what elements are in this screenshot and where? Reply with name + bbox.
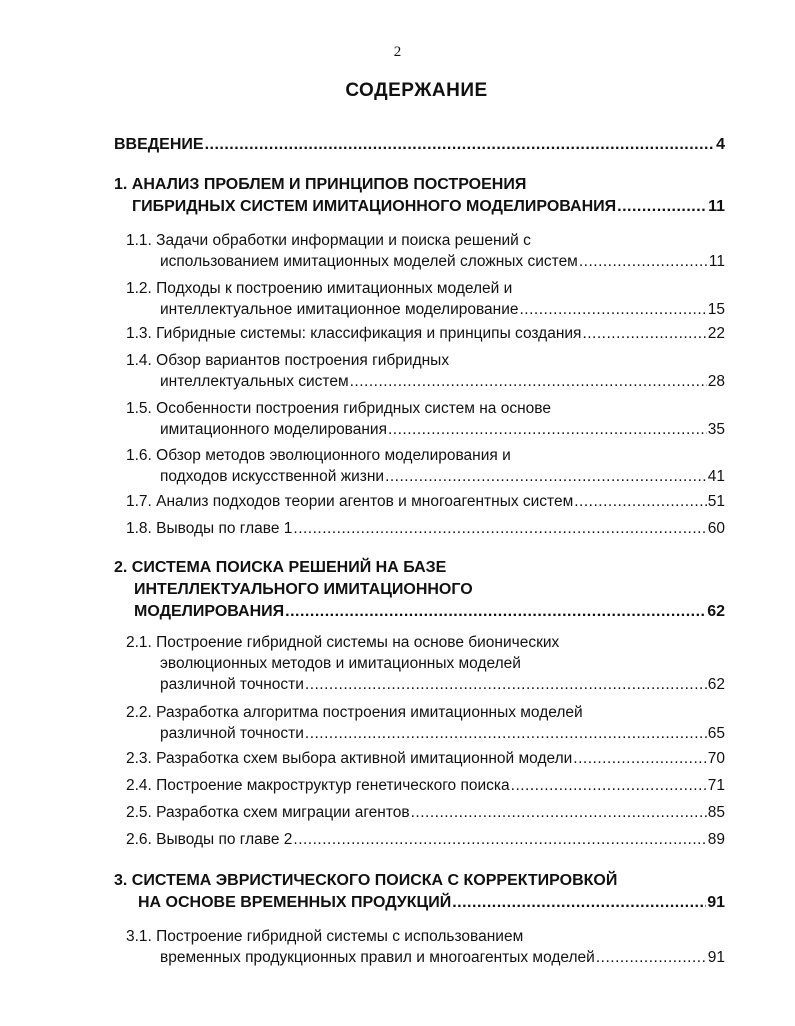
toc-text: 2.6. Выводы по главе 2 xyxy=(126,831,293,848)
toc-text: 2. СИСТЕМА ПОИСКА РЕШЕНИЙ НА БАЗЕ xyxy=(114,559,447,576)
toc-page: 91 xyxy=(707,949,725,966)
toc-text: временных продукционных правил и многоагентых моделей xyxy=(160,949,595,966)
toc-page: 4 xyxy=(716,136,725,153)
toc-text: 1.3. Гибридные системы: классификация и принципы создания xyxy=(126,325,582,342)
toc-text: различной точности xyxy=(160,725,304,742)
toc-section-2-3 xyxy=(126,748,725,769)
toc-text: использованием имитационных моделей сложных систем xyxy=(160,253,578,270)
toc-text: ВВЕДЕНИЕ xyxy=(114,136,204,153)
toc-text: 1.7. Анализ подходов теории агентов и многоагентных систем xyxy=(126,493,574,510)
toc-section-2-2 xyxy=(126,702,725,744)
toc-text: 1. АНАЛИЗ ПРОБЛЕМ И ПРИНЦИПОВ ПОСТРОЕНИЯ xyxy=(114,176,527,193)
toc-page: 85 xyxy=(707,804,725,821)
toc-text: имитационного моделирования xyxy=(160,421,387,438)
page-number: 2 xyxy=(393,44,402,60)
toc-page: 65 xyxy=(707,725,725,742)
toc-text: 1.1. Задачи обработки информации и поиска решений с xyxy=(126,232,531,249)
toc-chapter-2 xyxy=(114,557,725,623)
toc-section-1-6 xyxy=(126,445,725,487)
toc-text: 2.2. Разработка алгоритма построения имитационных моделей xyxy=(126,704,583,721)
toc-page: 22 xyxy=(707,325,725,342)
toc-section-1-5 xyxy=(126,398,725,440)
toc-page: 62 xyxy=(707,676,725,693)
toc-text: интеллектуальное имитационное моделирование xyxy=(160,301,519,318)
toc-section-1-8 xyxy=(126,518,725,539)
toc-chapter-3 xyxy=(114,870,725,914)
toc-section-1-7 xyxy=(126,491,725,512)
toc-text: НА ОСНОВЕ ВРЕМЕННЫХ ПРОДУКЦИЙ xyxy=(138,894,452,911)
toc-page: 89 xyxy=(707,831,725,848)
toc-page: 35 xyxy=(707,421,725,438)
toc-text: интеллектуальных систем xyxy=(160,373,349,390)
toc-text: ИНТЕЛЛЕКТУАЛЬНОГО ИМИТАЦИОННОГО xyxy=(134,581,473,598)
toc-section-1-3 xyxy=(126,323,725,344)
toc-text: 1.5. Особенности построения гибридных систем на основе xyxy=(126,400,551,417)
toc-text: различной точности xyxy=(160,676,304,693)
toc-page: 41 xyxy=(707,468,725,485)
page-title: СОДЕРЖАНИЕ xyxy=(345,80,488,101)
toc-section-2-6 xyxy=(126,829,725,850)
toc-text: эволюционных методов и имитационных моделей xyxy=(160,655,521,672)
toc-page: 28 xyxy=(707,373,725,390)
toc-text: 3.1. Построение гибридной системы с использованием xyxy=(126,928,524,945)
toc-text: 1.6. Обзор методов эволюционного моделирования и xyxy=(126,447,511,464)
toc-text: 2.1. Построение гибридной системы на основе бионических xyxy=(126,634,560,651)
toc-page: 62 xyxy=(707,603,725,620)
toc-text: МОДЕЛИРОВАНИЯ xyxy=(134,603,285,620)
toc-page: 70 xyxy=(707,750,725,767)
toc-page: 91 xyxy=(707,894,725,911)
toc-intro xyxy=(114,134,725,156)
toc-text: 1.8. Выводы по главе 1 xyxy=(126,520,293,537)
toc-page: 11 xyxy=(708,253,725,270)
toc-text: 2.3. Разработка схем выбора активной имитационной модели xyxy=(126,750,573,767)
toc-chapter-1 xyxy=(114,174,725,218)
toc-section-2-1 xyxy=(126,632,725,695)
toc-section-2-5 xyxy=(126,802,725,823)
toc-page: 11 xyxy=(708,198,725,215)
toc-section-1-2 xyxy=(126,278,725,320)
toc-section-1-1 xyxy=(126,230,725,272)
toc-page: 51 xyxy=(707,493,725,510)
toc-text: 3. СИСТЕМА ЭВРИСТИЧЕСКОГО ПОИСКА С КОРРЕКТИРОВКОЙ xyxy=(114,872,618,889)
toc-section-3-1 xyxy=(126,926,725,968)
toc-text: подходов искусственной жизни xyxy=(160,468,385,485)
toc-text: ГИБРИДНЫХ СИСТЕМ ИМИТАЦИОННОГО МОДЕЛИРОВАНИЯ xyxy=(132,198,617,215)
toc-page: 71 xyxy=(707,777,725,794)
toc-text: 2.4. Построение макроструктур генетического поиска xyxy=(126,777,510,794)
toc-text: 1.4. Обзор вариантов построения гибридных xyxy=(126,352,450,369)
toc-page: 60 xyxy=(707,520,725,537)
toc-section-2-4 xyxy=(126,775,725,796)
toc-text: 1.2. Подходы к построению имитационных моделей и xyxy=(126,280,513,297)
toc-text: 2.5. Разработка схем миграции агентов xyxy=(126,804,410,821)
toc-section-1-4 xyxy=(126,350,725,392)
toc-page: 15 xyxy=(707,301,725,318)
